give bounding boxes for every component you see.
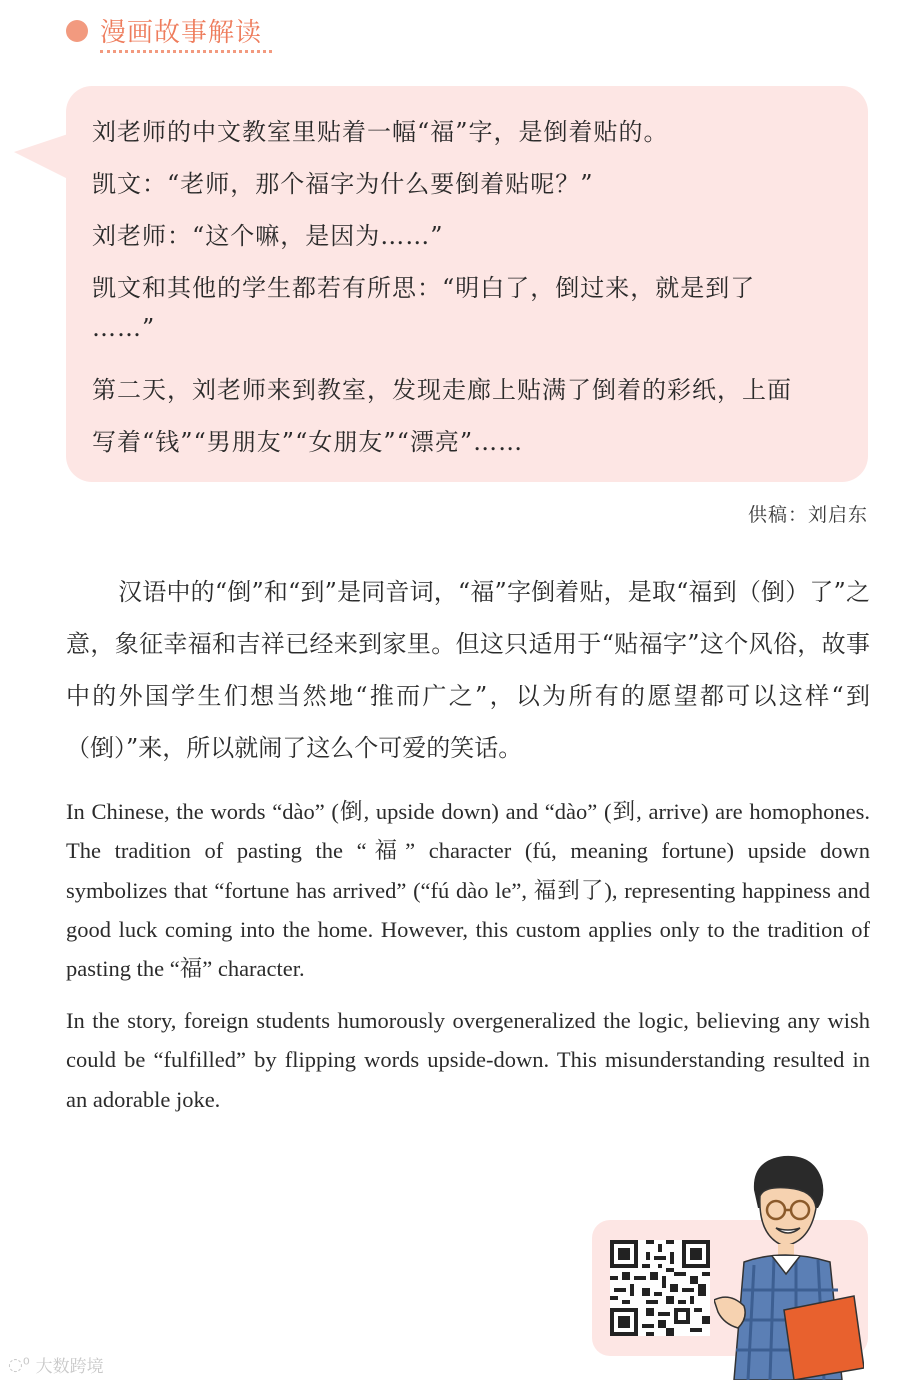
story-line: 刘老师的中文教室里贴着一幅“福”字，是倒着贴的。 (92, 118, 669, 146)
speech-bubble-tail (14, 132, 74, 182)
teacher-cartoon-icon (714, 1150, 864, 1380)
chinese-explanation-text: 汉语中的“倒”和“到”是同音词，“福”字倒着贴，是取“福到（倒）了”之意，象征幸福和吉祥已经来到家里。但这只适用于“贴福字”这个风俗，故事中的外国学生们想当然地“推而广之”，以为所有的愿望都可以这样“到（倒）”来，所以就闹了这么个可爱的笑话。 (66, 578, 870, 762)
story-line: 刘老师：“这个嘛，是因为……” (92, 222, 444, 250)
section-title: 漫画故事解读 (100, 18, 263, 48)
story-line: 第二天，刘老师来到教室，发现走廊上贴满了倒着的彩纸，上面 (92, 376, 792, 404)
story-line: 凯文和其他的学生都若有所思：“明白了，倒过来，就是到了 (92, 274, 756, 302)
english-explanation-1: In Chinese, the words “dào” (倒, upside down) and “dào” (到, arrive) are homophones. The tradition of pasting the “福” character (fú, meaning fortune) upside down symbolizes that “fortune has arrived” (“fú dào le”, 福到了), representing happiness and good luck coming into the home. However, this custom applies only to the tradition of pasting the “福” character. (66, 799, 870, 982)
watermark (8, 1352, 104, 1377)
story-line: 凯文：“老师，那个福字为什么要倒着贴呢？” (92, 170, 594, 198)
watermark-text: 大数跨境 (35, 1357, 104, 1377)
watermark-logo-icon: ◌⁰ (8, 1354, 30, 1375)
english-explanation-2: In the story, foreign students humorously overgeneralized the logic, believing any wish could be “fulfilled” by flipping words upside-down. This misunderstanding resulted in an adorable joke. (66, 1008, 870, 1112)
story-credit: 供稿：刘启东 (747, 504, 868, 526)
chinese-explanation (66, 566, 870, 774)
title-underline (100, 50, 272, 53)
header-bullet-icon (66, 20, 88, 42)
qr-code-icon[interactable] (610, 1240, 710, 1336)
section-header (66, 12, 262, 49)
story-line: ……” (92, 314, 156, 342)
story-line: 写着“钱”“男朋友”“女朋友”“漂亮”…… (92, 428, 524, 456)
